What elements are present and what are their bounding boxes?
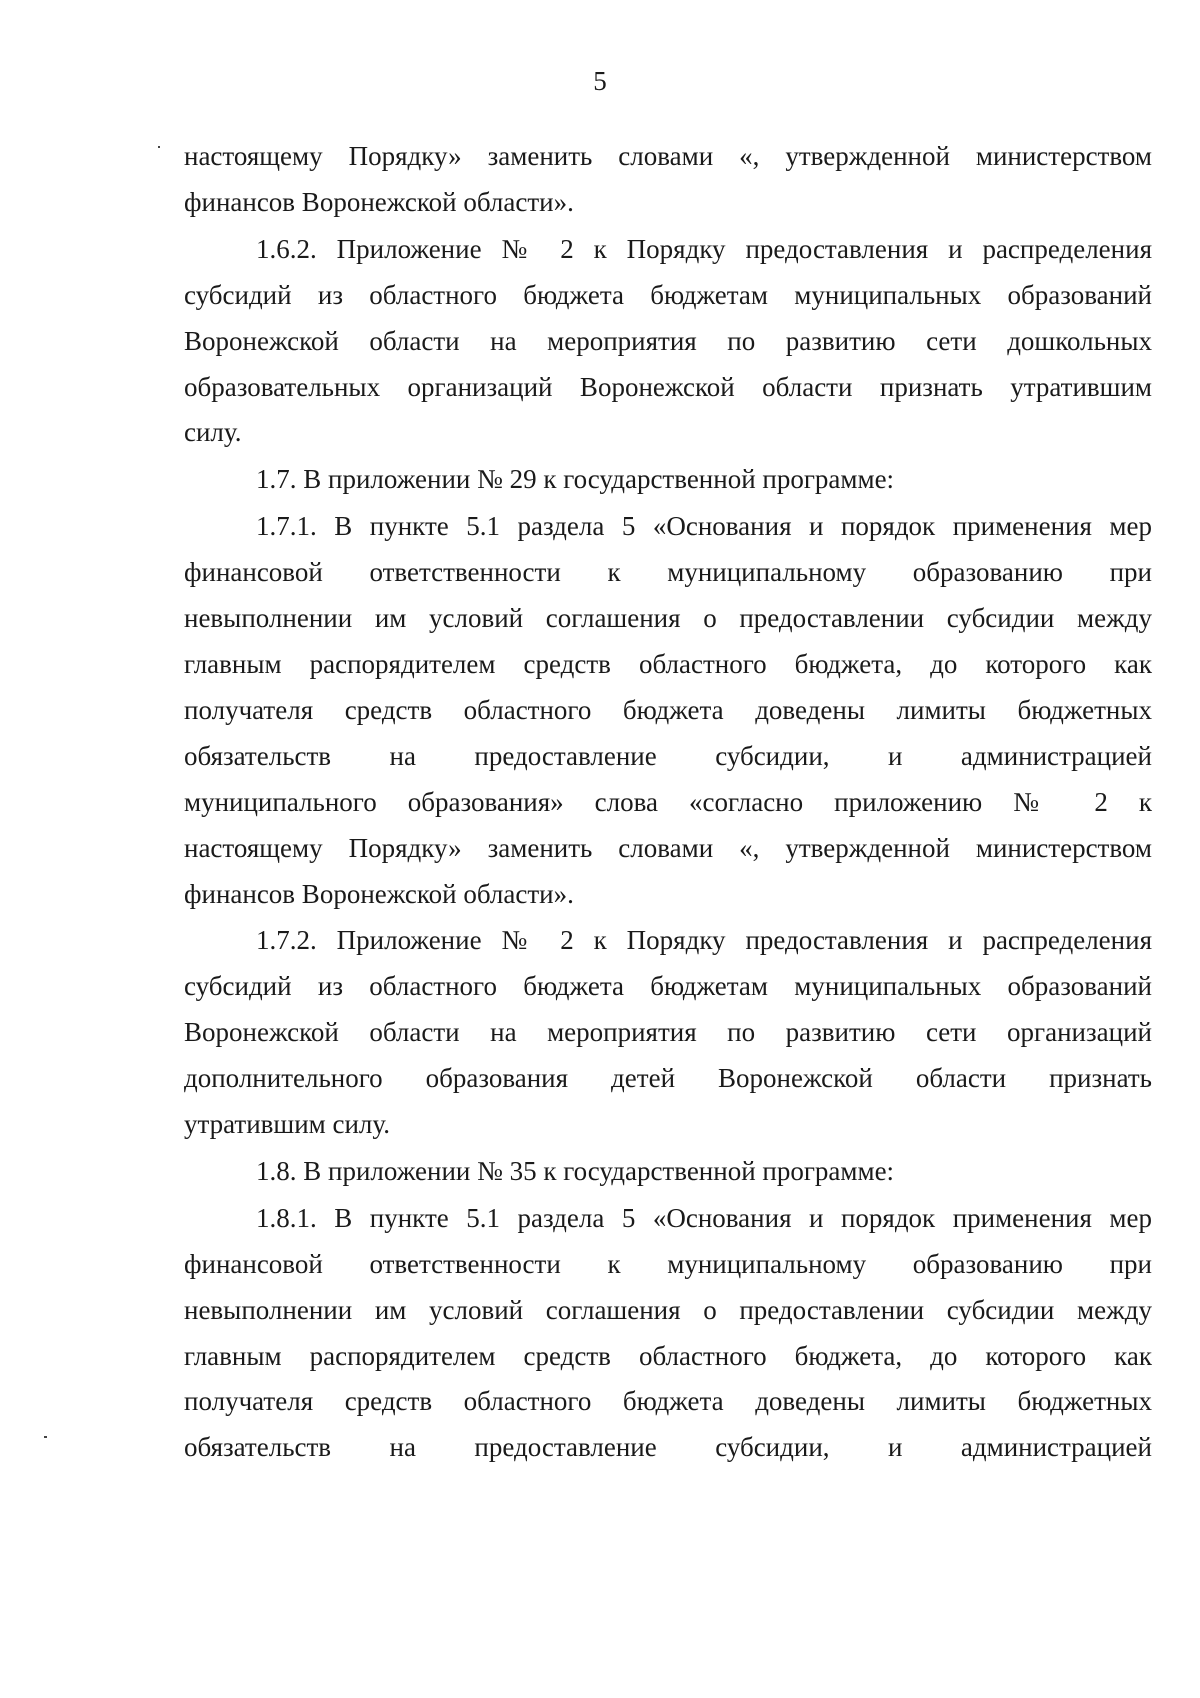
paragraph-1-6-2 bbox=[184, 227, 1152, 457]
text-line: дополнительного образования детей Воронежской области признать bbox=[184, 1063, 1152, 1094]
text-line: финансов Воронежской области». bbox=[184, 186, 574, 217]
text-line: финансовой ответственности к муниципальному образованию при bbox=[184, 1248, 1152, 1279]
text-line: Воронежской области на мероприятия по развитию сети дошкольных bbox=[184, 325, 1152, 356]
text-line: получателя средств областного бюджета доведены лимиты бюджетных bbox=[184, 694, 1152, 725]
text-line: главным распорядителем средств областного бюджета, до которого как bbox=[184, 648, 1152, 679]
text-line: настоящему Порядку» заменить словами «, утвержденной министерством bbox=[184, 141, 1152, 171]
text-line: силу. bbox=[184, 417, 242, 448]
text-line: субсидий из областного бюджета бюджетам муниципальных образований bbox=[184, 971, 1152, 1002]
text-line: образовательных организаций Воронежской области признать утратившим bbox=[184, 371, 1152, 402]
text-line: получателя средств областного бюджета доведены лимиты бюджетных bbox=[184, 1386, 1152, 1417]
paragraph-1-6-1-end bbox=[184, 134, 1152, 226]
paragraph-1-7-2 bbox=[184, 918, 1152, 1148]
text-line: невыполнении им условий соглашения о предоставлении субсидии между bbox=[184, 603, 1152, 634]
text-line: 1.8.1. В пункте 5.1 раздела 5 «Основания и порядок применения мер bbox=[256, 1202, 1152, 1233]
text-line: финансов Воронежской области». bbox=[184, 878, 574, 909]
page-number: 5 bbox=[593, 66, 607, 96]
paragraph-1-8 bbox=[184, 1149, 1152, 1195]
text-line: главным распорядителем средств областного бюджета, до которого как bbox=[184, 1340, 1152, 1371]
text-line: 1.6.2. Приложение № 2 к Порядку предоставления и распределения bbox=[256, 233, 1152, 264]
text-line: 1.7. В приложении № 29 к государственной программе: bbox=[256, 464, 895, 495]
scan-speck bbox=[158, 146, 160, 148]
text-line: утратившим силу. bbox=[184, 1109, 390, 1140]
scan-speck bbox=[44, 1436, 47, 1438]
text-line: обязательств на предоставление субсидии, и администрацией bbox=[184, 740, 1152, 771]
paragraph-1-8-1 bbox=[184, 1196, 1152, 1471]
text-line: 1.7.1. В пункте 5.1 раздела 5 «Основания и порядок применения мер bbox=[256, 511, 1152, 542]
text-line: невыполнении им условий соглашения о предоставлении субсидии между bbox=[184, 1294, 1152, 1325]
text-line: настоящему Порядку» заменить словами «, утвержденной министерством bbox=[184, 832, 1152, 863]
text-line: 1.8. В приложении № 35 к государственной программе: bbox=[256, 1155, 895, 1186]
text-line: Воронежской области на мероприятия по развитию сети организаций bbox=[184, 1017, 1152, 1048]
document-body bbox=[184, 134, 1152, 1472]
text-line: 1.7.2. Приложение № 2 к Порядку предоставления и распределения bbox=[256, 925, 1152, 956]
text-line: обязательств на предоставление субсидии, и администрацией bbox=[184, 1432, 1152, 1463]
text-line: муниципального образования» слова «согласно приложению № 2 к bbox=[184, 786, 1152, 817]
paragraph-1-7-1 bbox=[184, 504, 1152, 917]
paragraph-1-7 bbox=[184, 457, 1152, 503]
text-line: субсидий из областного бюджета бюджетам муниципальных образований bbox=[184, 279, 1152, 310]
text-line: финансовой ответственности к муниципальному образованию при bbox=[184, 557, 1152, 588]
